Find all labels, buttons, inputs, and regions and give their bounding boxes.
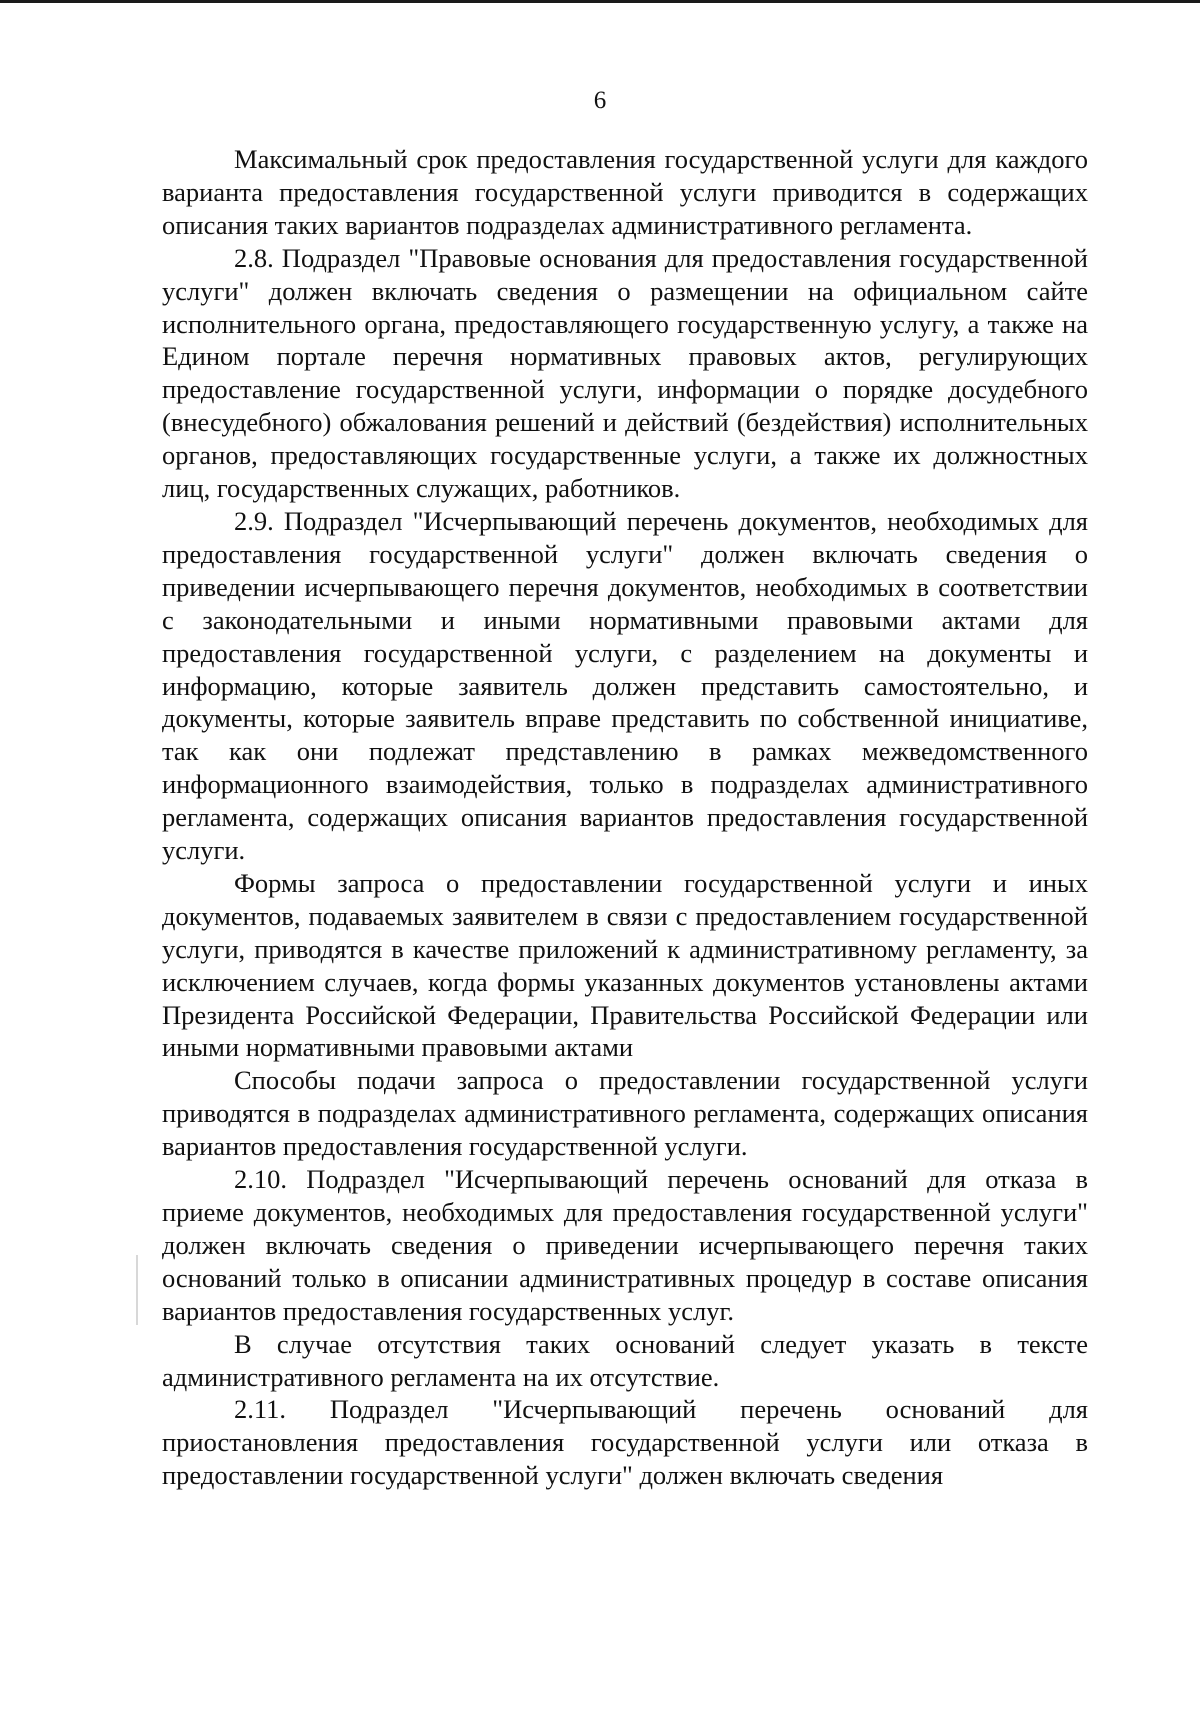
paragraph-section-2-8: 2.8. Подраздел "Правовые основания для предоставления государственной услуги" должен включать сведения о размещении на официальном сайте исполнительного органа, предоставляющего государственную услугу, а также на Едином портале перечня нормативных правовых актов, регулирующих предоставление государственной услуги, информации о порядке досудебного (внесудебного) обжалования решений и действий (бездействия) исполнительных органов, предоставляющих государственные услуги, а также их должностных лиц, государственных служащих, работников. (162, 242, 1088, 504)
paragraph-section-2-11: 2.11. Подраздел "Исчерпывающий перечень оснований для приостановления предоставления государственной услуги или отказа в предоставлении государственной услуги" должен включать сведения (162, 1394, 1088, 1491)
document-body (162, 143, 1088, 1492)
paragraph-absence-note: В случае отсутствия таких оснований следует указать в тексте административного регламента на их отсутствие. (162, 1328, 1088, 1392)
paragraph-section-2-9: 2.9. Подраздел "Исчерпывающий перечень документов, необходимых для предоставления государственной услуги" должен включать сведения о приведении исчерпывающего перечня документов, необходимых в соответствии с законодательными и иными нормативными правовыми актами для предоставления государственной услуги, с разделением на документы и информацию, которые заявитель должен представить самостоятельно, и документы, которые заявитель вправе представить по собственной инициативе, так как они подлежат представлению в рамках межведомственного информационного взаимодействия, только в подразделах административного регламента, содержащих описания вариантов предоставления государственной услуги. (162, 505, 1088, 866)
scan-margin-mark (136, 1255, 138, 1325)
paragraph-submission-methods: Способы подачи запроса о предоставлении государственной услуги приводятся в подразделах административного регламента, содержащих описания вариантов предоставления государственной услуги. (162, 1065, 1088, 1162)
page-number: 6 (593, 87, 607, 114)
scan-top-edge (0, 0, 1200, 3)
paragraph-request-forms: Формы запроса о предоставлении государственной услуги и иных документов, подаваемых заявителем в связи с предоставлением государственной услуги, приводятся в качестве приложений к административному регламенту, за исключением случаев, когда формы указанных документов установлены актами Президента Российской Федерации, Правительства Российской Федерации или иными нормативными правовыми актами (162, 867, 1088, 1063)
paragraph-section-2-10: 2.10. Подраздел "Исчерпывающий перечень оснований для отказа в приеме документов, необходимых для предоставления государственной услуги" должен включать сведения о приведении исчерпывающего перечня таких оснований только в описании административных процедур в составе описания вариантов предоставления государственных услуг. (162, 1164, 1088, 1326)
paragraph-max-term: Максимальный срок предоставления государственной услуги для каждого варианта предоставления государственной услуги приводится в содержащих описания таких вариантов подразделах административного регламента. (162, 144, 1088, 240)
